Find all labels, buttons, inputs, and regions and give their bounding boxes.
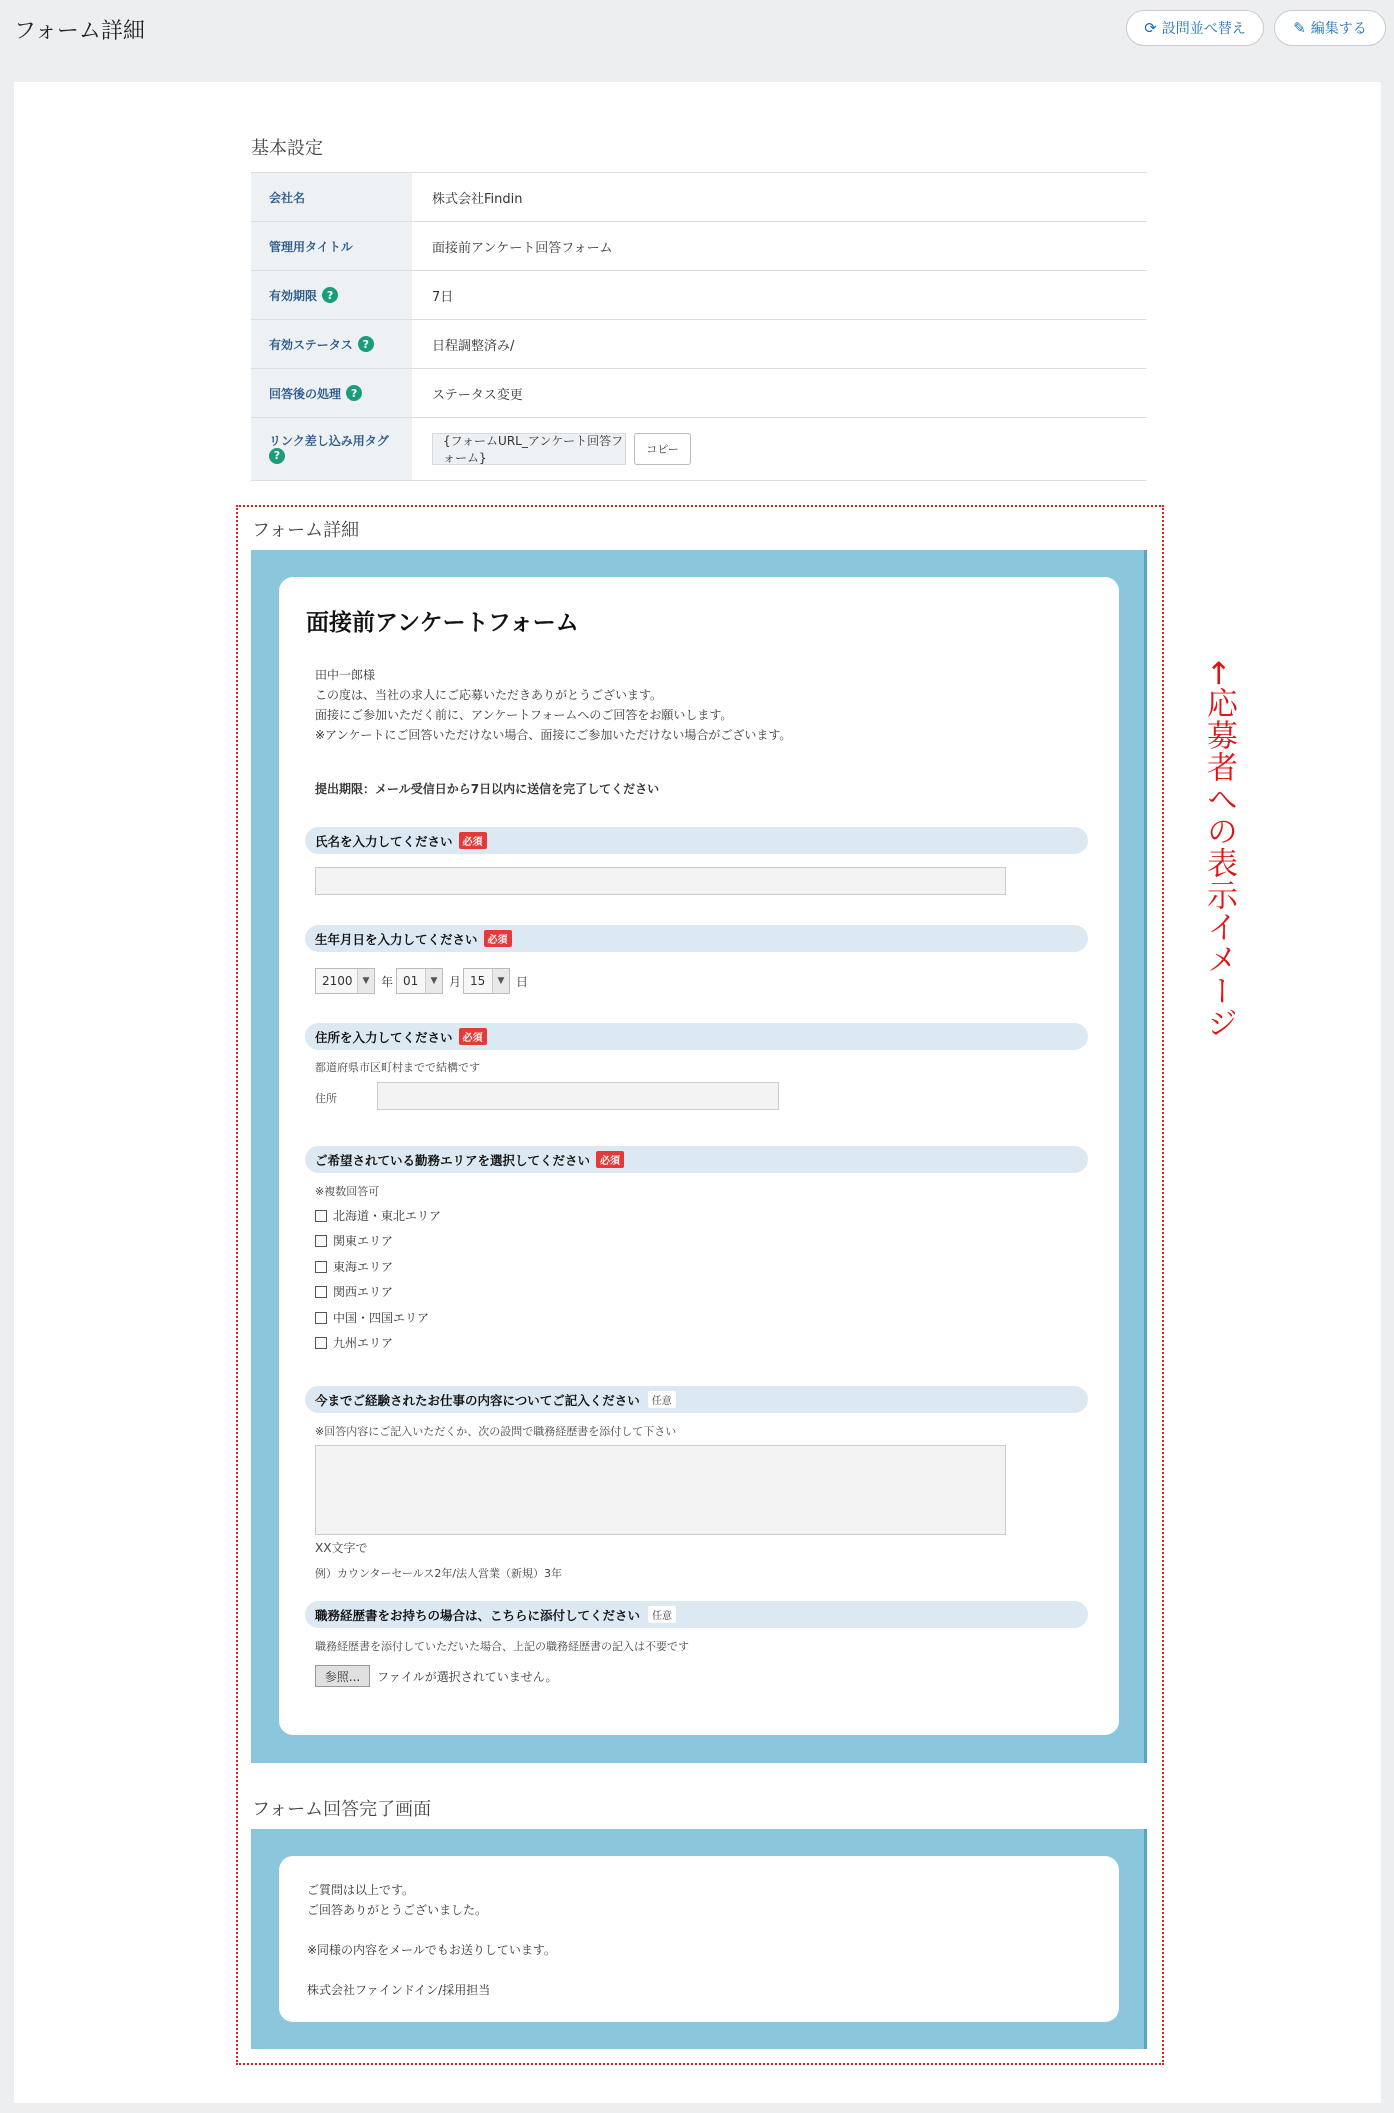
area-checkbox[interactable] <box>315 1258 393 1275</box>
intro-line: この度は、当社の求人にご応募いただきありがとうございます。 <box>315 688 663 702</box>
question-resume <box>305 1601 1088 1628</box>
chevron-down-icon: ▼ <box>357 969 374 993</box>
checkbox-label: 東海エリア <box>333 1260 394 1274</box>
checkbox-icon[interactable] <box>315 1210 327 1222</box>
settings-value: ステータス変更 <box>432 387 523 403</box>
area-checkbox[interactable] <box>315 1207 441 1224</box>
chevron-down-icon: ▼ <box>492 969 509 993</box>
area-checkbox[interactable] <box>315 1309 429 1326</box>
question-experience <box>305 1386 1088 1413</box>
complete-preview-frame <box>251 1829 1147 2049</box>
reorder-questions-button[interactable] <box>1126 10 1264 46</box>
question-address <box>305 1023 1088 1050</box>
birth-year-select[interactable] <box>315 968 375 994</box>
question-label: 氏名を入力してください <box>315 833 453 849</box>
experience-textarea[interactable] <box>315 1445 1006 1535</box>
form-preview-frame <box>251 550 1147 1763</box>
year-unit: 年 <box>381 975 394 989</box>
settings-row-after-answer <box>251 369 1147 418</box>
settings-value: 株式会社Findin <box>432 191 523 207</box>
resume-note: 職務経歴書を添付していただいた場合、上記の職務経歴書の記入は不要です <box>315 1640 689 1653</box>
select-value: 2100 <box>322 974 353 988</box>
complete-preview-card <box>279 1856 1119 2022</box>
settings-label-wrap <box>251 320 412 368</box>
settings-label: リンク差し込み用タグ <box>269 434 389 448</box>
checkbox-label: 中国・四国エリア <box>333 1311 430 1325</box>
settings-row-company <box>251 173 1147 222</box>
experience-note: ※回答内容にご記入いただくか、次の設問で職務経歴書を添付して下さい <box>315 1425 677 1438</box>
form-preview-card <box>279 577 1119 1735</box>
form-intro <box>315 665 791 745</box>
basic-settings-heading: 基本設定 <box>251 138 323 159</box>
settings-label-wrap <box>251 418 412 480</box>
checkbox-label: 関東エリア <box>333 1234 394 1248</box>
settings-value: 7日 <box>432 289 454 305</box>
settings-label-wrap <box>251 271 412 319</box>
edit-button[interactable] <box>1274 10 1386 46</box>
top-bar <box>0 0 1394 60</box>
complete-heading: フォーム回答完了画面 <box>252 1799 432 1820</box>
complete-line <box>307 1920 556 1940</box>
checkbox-icon[interactable] <box>315 1312 327 1324</box>
question-label: 職務経歴書をお持ちの場合は、こちらに添付してください <box>315 1607 641 1623</box>
settings-value-wrap <box>412 418 1147 480</box>
help-icon[interactable]: ? <box>269 448 285 464</box>
checkbox-icon[interactable] <box>315 1235 327 1247</box>
form-title: 面接前アンケートフォーム <box>306 610 579 636</box>
complete-line: ご回答ありがとうございました。 <box>307 1903 488 1917</box>
intro-line: ※アンケートにご回答いただけない場合、面接にご参加いただけない場合がございます。 <box>315 728 792 742</box>
complete-line: ご質問は以上です。 <box>307 1883 415 1897</box>
reorder-label: 設問並べ替え <box>1161 21 1246 37</box>
browse-file-button[interactable]: 参照... <box>315 1665 370 1687</box>
settings-label: 有効期限 <box>269 288 318 303</box>
select-value: 15 <box>470 974 486 988</box>
question-label: 生年月日を入力してください <box>315 931 478 947</box>
settings-label-wrap <box>251 369 412 417</box>
settings-value: 日程調整済み/ <box>432 338 515 354</box>
required-badge: 必須 <box>484 930 512 947</box>
settings-row-link-tag <box>251 418 1147 481</box>
select-value: 01 <box>403 974 419 988</box>
complete-message <box>307 1880 556 2000</box>
address-input[interactable] <box>377 1082 779 1110</box>
page-title: フォーム詳細 <box>14 19 145 44</box>
settings-label-block <box>269 434 389 464</box>
checkbox-label: 関西エリア <box>333 1285 394 1299</box>
question-area <box>305 1146 1088 1173</box>
settings-label: 管理用タイトル <box>251 222 412 270</box>
settings-label: 回答後の処理 <box>269 386 342 401</box>
pencil-icon: ✎ <box>1293 19 1306 37</box>
settings-label: 有効ステータス <box>269 337 353 352</box>
intro-line: 田中一郎様 <box>315 668 376 682</box>
sync-icon: ⟳ <box>1144 19 1157 37</box>
settings-row-expiry <box>251 271 1147 320</box>
link-tag-field[interactable]: {フォームURL_アンケート回答フォーム} <box>432 433 626 465</box>
example-text: 例）カウンターセールス2年/法人営業（新規）3年 <box>315 1567 563 1580</box>
intro-line: 面接にご参加いただく前に、アンケートフォームへのご回答をお願いします。 <box>315 708 733 722</box>
copy-button[interactable]: コピー <box>634 433 691 465</box>
form-detail-heading: フォーム詳細 <box>252 520 360 541</box>
month-unit: 月 <box>449 975 462 989</box>
complete-line: 株式会社ファインドイン/採用担当 <box>307 1983 491 1997</box>
checkbox-icon[interactable] <box>315 1261 327 1273</box>
area-checkbox[interactable] <box>315 1283 393 1300</box>
complete-line <box>307 1960 556 1980</box>
question-name <box>305 827 1088 854</box>
required-badge: 必須 <box>459 1028 487 1045</box>
char-note: XX文字で <box>315 1541 368 1555</box>
question-label: 今までご経験されたお仕事の内容についてご記入ください <box>315 1392 640 1408</box>
name-input[interactable] <box>315 867 1006 895</box>
birth-month-select[interactable] <box>396 968 443 994</box>
area-note: ※複数回答可 <box>315 1185 380 1198</box>
help-icon[interactable]: ? <box>322 287 338 303</box>
area-checkbox[interactable] <box>315 1334 393 1351</box>
settings-row-status <box>251 320 1147 369</box>
required-badge: 必須 <box>596 1151 624 1168</box>
basic-settings-table <box>251 172 1147 481</box>
required-badge: 必須 <box>459 832 487 849</box>
no-file-text: ファイルが選択されていません。 <box>377 1670 558 1684</box>
help-icon[interactable]: ? <box>358 336 374 352</box>
deadline-text: 提出期限：メール受信日から7日以内に送信を完了してください <box>315 782 660 796</box>
settings-label: 会社名 <box>251 173 412 221</box>
question-label: ご希望されている勤務エリアを選択してください <box>315 1152 591 1168</box>
question-label: 住所を入力してください <box>315 1029 453 1045</box>
complete-line: ※同様の内容をメールでもお送りしています。 <box>307 1943 556 1957</box>
chevron-down-icon: ▼ <box>425 969 442 993</box>
question-birthdate <box>305 925 1088 952</box>
checkbox-label: 九州エリア <box>333 1336 394 1350</box>
address-note: 都道府県市区町村までで結構です <box>315 1061 480 1074</box>
day-unit: 日 <box>516 975 529 989</box>
help-icon[interactable]: ? <box>346 385 362 401</box>
birth-day-select[interactable] <box>463 968 510 994</box>
settings-value: 面接前アンケート回答フォーム <box>432 240 613 256</box>
address-label: 住所 <box>315 1092 337 1105</box>
optional-badge: 任意 <box>648 1391 676 1408</box>
checkbox-icon[interactable] <box>315 1337 327 1349</box>
optional-badge: 任意 <box>648 1606 676 1623</box>
preview-annotation: ←応募者への表示イメージ <box>1201 660 1237 1039</box>
checkbox-label: 北海道・東北エリア <box>333 1209 442 1223</box>
settings-row-admin-title <box>251 222 1147 271</box>
edit-label: 編集する <box>1310 21 1367 37</box>
checkbox-icon[interactable] <box>315 1286 327 1298</box>
area-checkbox[interactable] <box>315 1232 393 1249</box>
